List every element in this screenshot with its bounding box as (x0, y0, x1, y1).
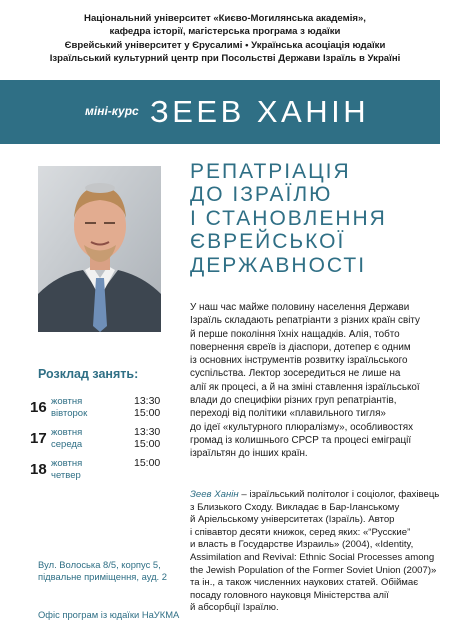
bio-line: й Аріельському університетах (Ізраїль). Автор (190, 514, 395, 526)
lecture-title (190, 160, 387, 277)
day-number: 16 (30, 399, 47, 416)
address-line: Вул. Волоська 8/5, корпус 5, (38, 559, 161, 570)
speaker-photo (38, 166, 161, 332)
title-line: ДЕРЖАВНОСТІ (190, 253, 367, 277)
day-end-time: 15:00 (134, 438, 161, 450)
organizer-line: Ізраїльський культурний центр при Посольстві Держави Ізраїль в Україні (49, 53, 401, 65)
intro-line: ізраїльтян до інших країн. (190, 448, 308, 460)
day-month: жовтня (51, 396, 83, 407)
bio-line: Assimilation and Revival: Ethnic Social Processes among (190, 551, 435, 563)
bio-line: і співавтор десяти книжок, серед яких: «“Русские” (190, 526, 411, 538)
bio-line: та ін., а також численних наукових статей. Обіймає (190, 577, 419, 589)
title-line: РЕПАТРІАЦІЯ (190, 160, 351, 183)
venue-address (38, 559, 167, 584)
intro-line: із основних інструментів розвитку ізраїльського (190, 355, 408, 367)
intro-line: й перше покоління їхніх нащадків. Алія, тобто (190, 328, 400, 340)
bio-line: посаду головного науковця Міністерства алії (190, 589, 389, 601)
intro-line: переході від політики «плавильного тигля» (190, 408, 386, 420)
day-end-time: 15:00 (134, 407, 161, 419)
day-weekday: четвер (51, 470, 81, 481)
organizer-line: Єврейський університет у Єрусалимі • Українська асоціація юдаїки (64, 39, 386, 51)
intro-line: Ізраїль складають репатріанти з різних країн світу (190, 315, 420, 327)
course-label: міні-курс (85, 104, 139, 118)
intro-line: суспільства. Лектор зосередиться не лише на (190, 368, 401, 380)
title-line: І СТАНОВЛЕННЯ (190, 206, 387, 230)
speaker-name: ЗЕЕВ ХАНІН (150, 94, 370, 129)
day-start-time: 13:30 (134, 395, 161, 407)
bio-first-line (190, 489, 445, 502)
day-month: жовтня (51, 458, 83, 469)
bio-line: й абсорбції Ізраїлю. (190, 602, 279, 614)
schedule-day (30, 426, 170, 454)
bio-line: the Jewish Population of the Former Soviet Union (2007)» (190, 564, 437, 576)
organizer-office: Офіс програм із юдаїки НаУКМА (38, 609, 180, 620)
speaker-portrait-illustration (38, 166, 161, 332)
day-month: жовтня (51, 427, 83, 438)
intro-line: влади до специфіки різних груп репатріантів, (190, 395, 397, 407)
day-start-time: 13:30 (134, 426, 161, 438)
bio-line: и власть в Государстве Израиль» (2004), «Identity, (190, 539, 414, 551)
organizer-line: Національний університет «Києво-Могилянська академія», (84, 13, 366, 24)
intro-line: до ідеї «культурного плюралізму», особливостях (190, 421, 414, 433)
title-line: ЄВРЕЙСЬКОЇ (190, 230, 346, 254)
day-start-time: 15:00 (134, 457, 161, 469)
intro-line: У наш час майже половину населення Держави (190, 302, 410, 313)
intro-line: повернення євреїв із діаспори, дотепер є одним (190, 341, 411, 353)
organizer-line: кафедра історії, магістерська програма з юдаїки (109, 26, 341, 38)
title-line: ДО ІЗРАЇЛЮ (190, 183, 333, 207)
bio-line: з Близького Сходу. Викладає в Бар-Іланському (190, 501, 400, 513)
day-weekday: вівторок (51, 408, 88, 419)
schedule-title: Розклад занять: (38, 367, 139, 381)
bio-speaker-name: Зеев Ханін (190, 489, 239, 500)
speaker-bio (190, 489, 445, 615)
bio-first-line-rest: – ізраїльський політолог і соціолог, фахівець (238, 489, 440, 500)
day-number: 18 (30, 461, 47, 478)
day-weekday: середа (51, 439, 83, 450)
day-number: 17 (30, 430, 47, 447)
intro-line: громад із колишнього СРСР та процесі еміграції (190, 434, 412, 446)
schedule-day (30, 457, 170, 485)
address-line: підвальне приміщення, ауд. 2 (38, 571, 167, 583)
intro-paragraph (190, 301, 442, 461)
organizers-block (0, 12, 450, 66)
schedule-day (30, 395, 170, 423)
intro-line: алії як процесі, а й на зміні ставлення ізраїльської (190, 381, 420, 393)
